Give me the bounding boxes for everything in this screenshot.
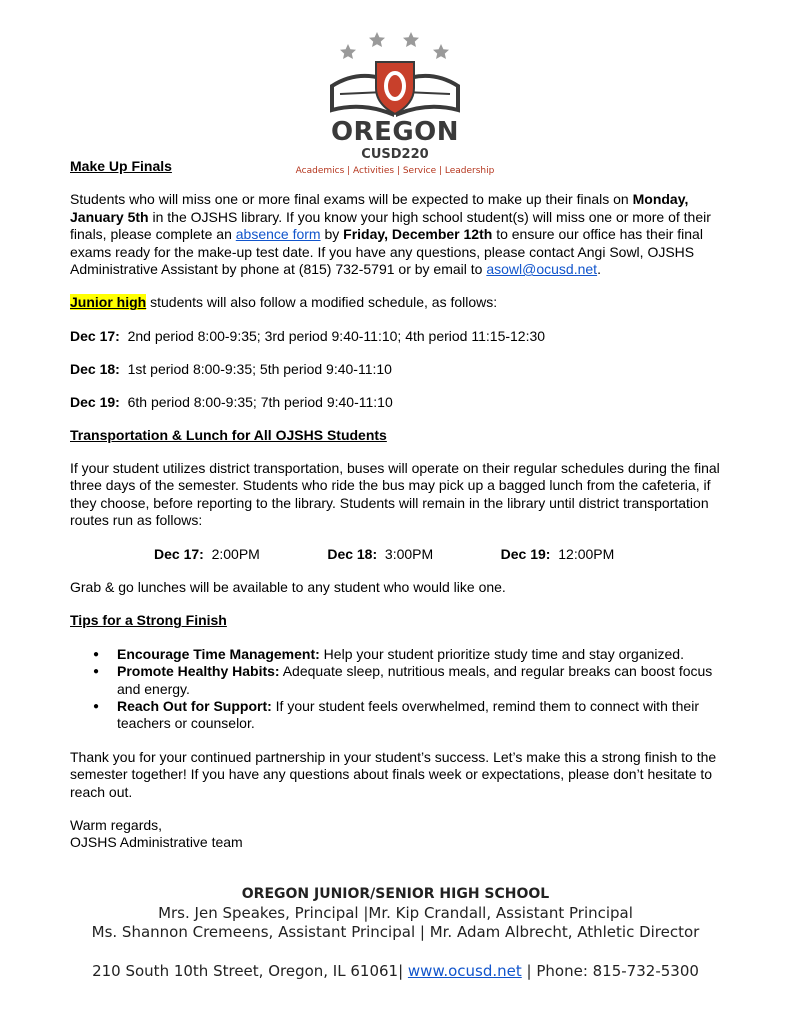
- logo-emblem: [290, 26, 500, 118]
- logo-district: CUSD220: [361, 147, 429, 162]
- list-item: ● Encourage Time Management: Help your student prioritize study time and stay organized.: [117, 646, 725, 663]
- letter-body: [70, 158, 725, 852]
- footer-contact: [0, 962, 791, 980]
- letterhead-footer: [0, 884, 791, 980]
- footer-staff-line: Mrs. Jen Speakes, Principal |Mr. Kip Crandall, Assistant Principal: [158, 904, 633, 922]
- transportation-paragraph: If your student utilizes district transportation, buses will operate on their regular schedules during the final three days of the semester. Students who ride the bus may pick up a bagged lunch from the cafeteria, if they choose, before reporting to the library. Students will remain in the library until district transportation routes run as follows:: [70, 459, 720, 529]
- absence-form-link[interactable]: absence form: [235, 226, 321, 243]
- transportation-heading: Transportation & Lunch for All OJSHS Students: [70, 426, 387, 443]
- junior-high-label: Junior high: [70, 294, 147, 311]
- logo-tagline: Academics | Activities | Service | Leadership: [295, 166, 495, 176]
- list-item: ● Reach Out for Support: If your student feels overwhelmed, remind them to connect with their teachers or counselor.: [117, 698, 725, 733]
- schedule-row: Dec 19: 6th period 8:00-9:35; 7th period 9:40-11:10: [70, 393, 393, 410]
- closing-signature: OJSHS Administrative team: [70, 834, 243, 851]
- closing-paragraph: Thank you for your continued partnership in your student’s success. Let’s make this a strong finish to the semester together! If you have any questions about finals week or expectations, please don’t hesitate to reach out.: [70, 748, 717, 800]
- makeup-finals-heading: Make Up Finals: [70, 158, 172, 174]
- star-icon: [433, 44, 449, 59]
- bus-times: [154, 546, 674, 563]
- footer-staff-line: Ms. Shannon Cremeens, Assistant Principal | Mr. Adam Albrecht, Athletic Director: [91, 922, 700, 941]
- junior-high-schedule: [70, 328, 725, 411]
- shield-icon: [376, 62, 414, 114]
- footer-address: 210 South 10th Street, Oregon, IL 61061|: [92, 962, 408, 980]
- schedule-row: Dec 17: 2nd period 8:00-9:35; 3rd period 9:40-11:10; 4th period 11:15-12:30: [70, 327, 546, 344]
- makeup-date: Monday, January 5th: [70, 191, 689, 225]
- tips-list: [70, 646, 725, 733]
- tips-heading: Tips for a Strong Finish: [70, 612, 227, 629]
- junior-high-intro: Junior high students will also follow a modified schedule, as follows:: [70, 294, 498, 311]
- schedule-row: Dec 18: 1st period 8:00-9:35; 5th period 9:40-11:10: [70, 360, 392, 377]
- footer-school-name: OREGON JUNIOR/SENIOR HIGH SCHOOL: [241, 886, 550, 902]
- star-icon: [340, 44, 356, 59]
- list-item: ● Promote Healthy Habits: Adequate sleep, nutritious meals, and regular breaks can boost focus and energy.: [117, 663, 725, 698]
- email-link[interactable]: asowl@ocusd.net: [486, 261, 598, 278]
- bus-time: Dec 18: 3:00PM: [327, 545, 434, 562]
- logo-name: OREGON: [330, 117, 460, 147]
- school-logo: [290, 26, 500, 178]
- makeup-finals-paragraph: Students who will miss one or more final exams will be expected to make up their finals on Monday, January 5th in the OJSHS library. If you know your high school student(s) will miss one or more of their finals, please complete an absence form by Friday, December 12th to ensure our office has their final exams ready for the make-up test date. If you have any questions, please contact Angi Sowl, OJSHS Administrative Assistant by phone at (815) 732-5791 or by email to asowl@ocusd.net.: [70, 191, 711, 278]
- website-link[interactable]: www.ocusd.net: [407, 962, 522, 980]
- absence-deadline: Friday, December 12th: [343, 226, 493, 243]
- bus-time: Dec 17: 2:00PM: [154, 545, 260, 562]
- footer-phone: | Phone: 815-732-5300: [521, 962, 699, 980]
- lunch-note: Grab & go lunches will be available to any student who would like one.: [70, 579, 506, 595]
- star-icon: [403, 32, 419, 47]
- bus-time: Dec 19: 12:00PM: [500, 545, 615, 562]
- closing-regards: Warm regards,: [70, 817, 163, 834]
- star-icon: [369, 32, 385, 47]
